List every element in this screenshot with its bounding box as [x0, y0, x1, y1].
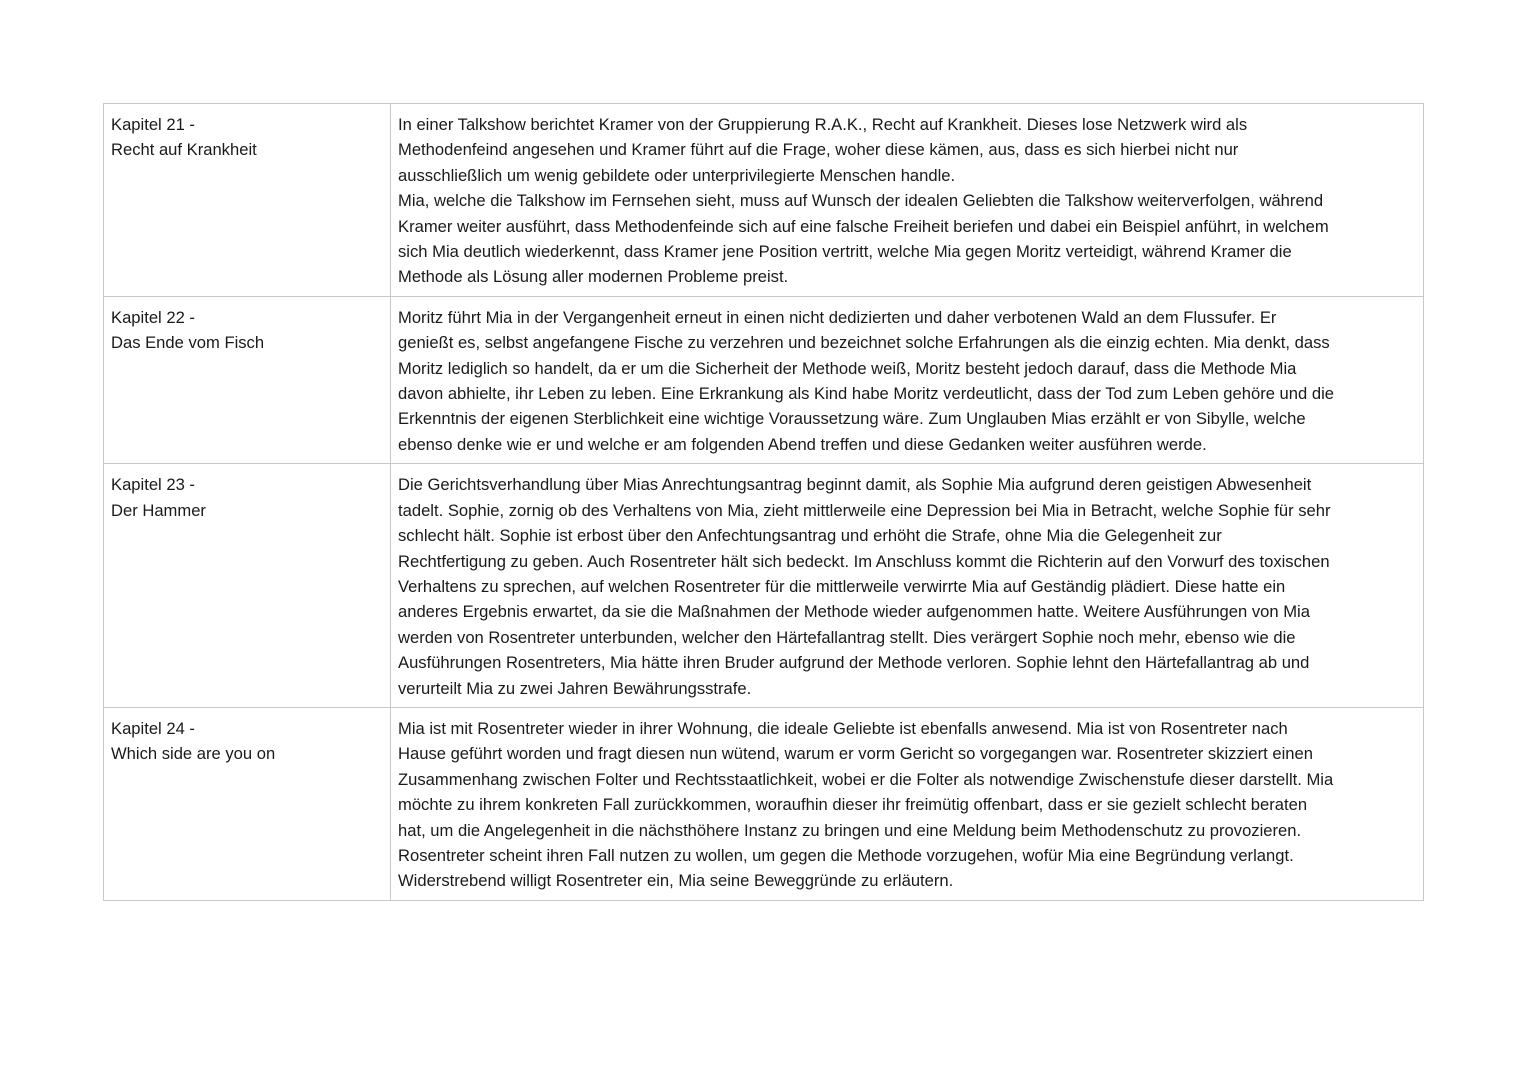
- summary-line: Erkenntnis der eigenen Sterblichkeit eine wichtige Voraussetzung wäre. Zum Unglauben Mias erzählt er von Sibylle, welche: [398, 409, 1306, 429]
- table-row: [104, 464, 1424, 708]
- summary-cell: [391, 296, 1424, 463]
- chapter-number: Kapitel 22 -: [111, 307, 195, 327]
- summary-line: möchte zu ihrem konkreten Fall zurückkommen, woraufhin dieser ihr freimütig offenbart, dass er sie gezielt schlecht beraten: [398, 795, 1308, 815]
- summary-cell: [391, 707, 1424, 900]
- summary-cell: [391, 464, 1424, 708]
- summary-line: tadelt. Sophie, zornig ob des Verhaltens von Mia, zieht mittlerweile eine Depression bei Mia in Betracht, welche Sophie für sehr: [398, 500, 1331, 520]
- chapter-number: Kapitel 23 -: [111, 475, 195, 495]
- chapter-cell: [104, 296, 391, 463]
- chapter-cell: [104, 104, 391, 297]
- chapter-number: Kapitel 24 -: [111, 718, 195, 738]
- chapter-cell: [104, 707, 391, 900]
- summary-line: Rechtfertigung zu geben. Auch Rosentreter hält sich bedeckt. Im Anschluss kommt die Richterin auf den Vorwurf des toxischen: [398, 551, 1330, 571]
- summary-line: In einer Talkshow berichtet Kramer von der Gruppierung R.A.K., Recht auf Krankheit. Dieses lose Netzwerk wird als: [398, 115, 1248, 134]
- chapter-title: Der Hammer: [111, 500, 206, 520]
- summary-line: hat, um die Angelegenheit in die nächsthöhere Instanz zu bringen und eine Meldung beim Methodenschutz zu provozieren.: [398, 820, 1302, 840]
- summary-line: Mia, welche die Talkshow im Fernsehen sieht, muss auf Wunsch der idealen Geliebten die Talkshow weiterverfolgen, während: [398, 191, 1324, 211]
- summary-line: anderes Ergebnis erwartet, da sie die Maßnahmen der Methode wieder aufgenommen hatte. Weitere Ausführungen von Mia: [398, 602, 1310, 622]
- summary-line: Kramer weiter ausführt, dass Methodenfeinde sich auf eine falsche Freiheit beriefen und dabei ein Beispiel anführt, in welchem: [398, 216, 1329, 236]
- table-row: [104, 707, 1424, 900]
- summary-line: Ausführungen Rosentreters, Mia hätte ihren Bruder aufgrund der Methode verloren. Sophie lehnt den Härtefallantrag ab und: [398, 653, 1310, 673]
- chapter-cell: [104, 464, 391, 708]
- summary-line: Rosentreter scheint ihren Fall nutzen zu wollen, um gegen die Methode vorzugehen, wofür Mia eine Begründung verlangt.: [398, 845, 1294, 865]
- chapter-number: Kapitel 21 -: [111, 115, 195, 134]
- table-row: [104, 296, 1424, 463]
- chapter-title: Which side are you on: [111, 744, 276, 764]
- summary-line: Methodenfeind angesehen und Kramer führt auf die Frage, woher diese kämen, aus, dass es sich hierbei nicht nur: [398, 140, 1239, 160]
- chapter-title: Recht auf Krankheit: [111, 140, 257, 160]
- chapter-summary-table: [103, 103, 1424, 901]
- summary-line: ausschließlich um wenig gebildete oder unterprivilegierte Menschen handle.: [398, 165, 956, 185]
- summary-cell: [391, 104, 1424, 297]
- summary-line: Widerstrebend willigt Rosentreter ein, Mia seine Beweggründe zu erläutern.: [398, 871, 954, 891]
- table-body: [104, 104, 1424, 901]
- summary-line: Die Gerichtsverhandlung über Mias Anrechtungsantrag beginnt damit, als Sophie Mia aufgrund deren geistigen Abwesenheit: [398, 475, 1312, 495]
- summary-line: verurteilt Mia zu zwei Jahren Bewährungsstrafe.: [398, 678, 752, 698]
- summary-line: werden von Rosentreter unterbunden, welcher den Härtefallantrag stellt. Dies verärgert Sophie noch mehr, ebenso wie die: [398, 627, 1296, 647]
- summary-line: Verhaltens zu sprechen, auf welchen Rosentreter für die mittlerweile verwirrte Mia auf Geständig plädiert. Diese hatte ein: [398, 576, 1286, 596]
- summary-line: Zusammenhang zwischen Folter und Rechtsstaatlichkeit, wobei er die Folter als notwendige Zwischenstufe dieser darstellt. Mia: [398, 769, 1334, 789]
- summary-line: sich Mia deutlich wiederkennt, dass Kramer jene Position vertritt, welche Mia gegen Moritz verteidigt, während Kramer die: [398, 242, 1292, 262]
- summary-line: davon abhielte, ihr Leben zu leben. Eine Erkrankung als Kind habe Moritz verdeutlicht, dass der Tod zum Leben gehöre und die: [398, 384, 1334, 404]
- summary-line: ebenso denke wie er und welche er am folgenden Abend treffen und diese Gedanken weiter ausführen werde.: [398, 434, 1207, 454]
- summary-line: Moritz führt Mia in der Vergangenheit erneut in einen nicht dedizierten und daher verbotenen Wald an dem Flussufer. Er: [398, 307, 1277, 327]
- summary-line: schlecht hält. Sophie ist erbost über den Anfechtungsantrag und erhöht die Strafe, ohne Mia die Gelegenheit zur: [398, 526, 1222, 546]
- chapter-title: Das Ende vom Fisch: [111, 333, 265, 353]
- summary-line: Mia ist mit Rosentreter wieder in ihrer Wohnung, die ideale Geliebte ist ebenfalls anwesend. Mia ist von Rosentreter nach: [398, 718, 1288, 738]
- summary-line: Moritz lediglich so handelt, da er um die Sicherheit der Methode weiß, Moritz besteht jedoch darauf, dass die Methode Mia: [398, 358, 1297, 378]
- table-row: [104, 104, 1424, 297]
- summary-line: Hause geführt worden und fragt diesen nun wütend, warum er vorm Gericht so vorgegangen war. Rosentreter skizziert einen: [398, 744, 1313, 764]
- summary-line: genießt es, selbst angefangene Fische zu verzehren und bezeichnet solche Erfahrungen als die einzig echten. Mia denkt, dass: [398, 333, 1330, 353]
- summary-line: Methode als Lösung aller modernen Probleme preist.: [398, 267, 789, 287]
